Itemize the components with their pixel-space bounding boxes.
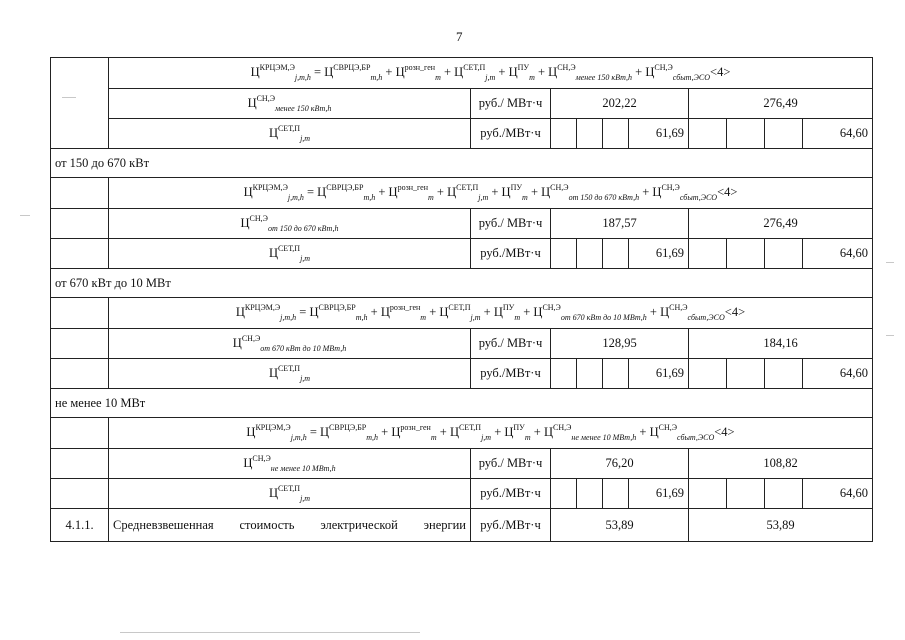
component-symbol-text xyxy=(243,455,335,473)
plus-sign: + xyxy=(480,305,494,319)
symbol-subscript: m xyxy=(529,73,535,82)
empty-cell xyxy=(603,359,629,389)
formula xyxy=(109,58,873,89)
tariff-symbol: Ц xyxy=(232,335,242,350)
formula-row xyxy=(51,418,873,449)
formula-term xyxy=(502,184,528,202)
symbol-subscript: m,h xyxy=(366,433,379,442)
symbol-subscript: не менее 10 МВт,h xyxy=(571,433,637,442)
tariff-symbol: Ц xyxy=(268,125,278,140)
symbol-superscript: СВРЦЭ,БР xyxy=(318,303,356,312)
symbol-superscript: ПУ xyxy=(510,183,523,192)
plus-sign: + xyxy=(436,425,450,439)
symbol-subscript: менее 150 кВт,h xyxy=(575,73,633,82)
formula-term xyxy=(504,424,530,442)
component-symbol xyxy=(109,449,471,479)
formula-term xyxy=(650,424,715,442)
value-row xyxy=(51,119,873,149)
formula-lhs xyxy=(236,304,296,322)
symbol-subscript: m xyxy=(514,313,521,322)
symbol-superscript: СН,Э xyxy=(658,423,678,432)
symbol-superscript: розн_ген xyxy=(397,183,429,192)
row-description: Средневзвешенная стоимость электрической энергии xyxy=(109,509,471,542)
row-number-cell xyxy=(51,58,109,149)
formula-row xyxy=(51,298,873,329)
value-period-1: 61,69 xyxy=(629,239,689,269)
component-symbol-text xyxy=(269,485,310,503)
footnote-ref: <4> xyxy=(710,65,731,79)
symbol-superscript: ПУ xyxy=(513,423,525,432)
symbol-subscript: j,m xyxy=(485,73,496,82)
component-symbol-text xyxy=(241,215,339,233)
formula-term xyxy=(533,304,646,322)
symbol-superscript: СЕТ,П xyxy=(277,123,301,133)
formula-lhs xyxy=(244,184,304,202)
symbol-subscript: j,m xyxy=(300,253,311,263)
component-symbol xyxy=(109,239,471,269)
empty-cell xyxy=(551,239,577,269)
equals-sign: = xyxy=(310,65,325,79)
symbol-subscript: от 150 до 670 кВт,h xyxy=(267,223,339,233)
value-row xyxy=(51,479,873,509)
tariff-symbol: Ц xyxy=(660,305,670,319)
symbol-subscript: от 670 кВт до 10 МВт,h xyxy=(260,343,347,353)
formula-term xyxy=(548,64,632,82)
empty-cell xyxy=(689,479,727,509)
symbol-subscript: j,m xyxy=(300,373,311,383)
section-title: от 150 до 670 кВт xyxy=(51,149,873,178)
tariff-symbol: Ц xyxy=(309,305,319,319)
formula-term xyxy=(381,304,426,322)
scan-mark xyxy=(886,262,894,263)
tariff-symbol: Ц xyxy=(439,305,449,319)
symbol-subscript: j,m,h xyxy=(290,433,307,442)
symbol-superscript: СН,Э xyxy=(550,183,569,192)
tariff-symbol: Ц xyxy=(250,65,260,79)
formula-term xyxy=(652,184,717,202)
plus-sign: + xyxy=(440,65,455,79)
formula-term xyxy=(509,64,535,82)
empty-cell xyxy=(603,119,629,149)
symbol-subscript: не менее 10 МВт,h xyxy=(270,463,336,473)
tariff-symbol: Ц xyxy=(380,305,390,319)
tariff-symbol: Ц xyxy=(324,65,334,79)
tariff-symbol: Ц xyxy=(541,185,551,199)
symbol-subscript: сбыт,ЭСО xyxy=(687,313,725,322)
tariff-symbol: Ц xyxy=(268,485,278,500)
symbol-subscript: j,m,h xyxy=(294,73,311,82)
tariff-symbol: Ц xyxy=(246,425,256,439)
symbol-subscript: j,m,h xyxy=(287,193,304,202)
symbol-superscript: розн_ген xyxy=(400,423,431,432)
component-symbol xyxy=(109,119,471,149)
value-row xyxy=(51,239,873,269)
left-cell xyxy=(51,239,109,269)
empty-cell xyxy=(689,359,727,389)
tariff-symbol: Ц xyxy=(493,305,503,319)
symbol-superscript: СН,Э xyxy=(669,303,688,312)
value-period-2: 64,60 xyxy=(803,359,873,389)
formula-term xyxy=(544,424,636,442)
symbol-superscript: СН,Э xyxy=(557,63,576,72)
tariff-symbol: Ц xyxy=(317,185,327,199)
plus-sign: + xyxy=(426,305,440,319)
symbol-superscript: розн_ген xyxy=(404,63,436,72)
tariff-symbol: Ц xyxy=(508,65,518,79)
empty-cell xyxy=(727,479,765,509)
equals-sign: = xyxy=(303,185,318,199)
left-cell xyxy=(51,449,109,479)
tariff-symbol: Ц xyxy=(391,425,401,439)
plus-sign: + xyxy=(495,65,509,79)
symbol-subscript: m,h xyxy=(355,313,368,322)
symbol-subscript: сбыт,ЭСО xyxy=(679,193,718,202)
unit-cell: руб./ МВт·ч xyxy=(471,449,551,479)
symbol-superscript: СН,Э xyxy=(542,303,561,312)
component-symbol-text xyxy=(248,95,332,113)
value-period-1: 76,20 xyxy=(551,449,689,479)
plus-sign: + xyxy=(367,305,381,319)
symbol-superscript: СН,Э xyxy=(552,423,572,432)
formula-term xyxy=(317,184,375,202)
value-period-1: 53,89 xyxy=(551,509,689,542)
component-symbol-text xyxy=(269,125,310,143)
tariff-symbol: Ц xyxy=(268,245,278,260)
component-symbol-text xyxy=(233,335,346,353)
section-row xyxy=(51,149,873,178)
symbol-subscript: j,m xyxy=(478,193,489,202)
symbol-superscript: СН,Э xyxy=(249,213,268,223)
left-cell xyxy=(51,418,109,449)
left-cell xyxy=(51,479,109,509)
formula xyxy=(109,418,873,449)
tariff-symbol: Ц xyxy=(235,305,245,319)
empty-cell xyxy=(577,479,603,509)
symbol-superscript: СЕТ,П xyxy=(463,63,486,72)
value-period-2: 276,49 xyxy=(689,209,873,239)
component-symbol xyxy=(109,329,471,359)
symbol-subscript: m,h xyxy=(363,193,376,202)
symbol-subscript: j,m xyxy=(300,133,311,143)
empty-cell xyxy=(765,119,803,149)
symbol-subscript: m,h xyxy=(370,73,383,82)
unit-cell: руб./МВт·ч xyxy=(471,119,551,149)
plus-sign: + xyxy=(646,305,661,319)
tariff-symbol: Ц xyxy=(388,185,398,199)
tariff-symbol: Ц xyxy=(243,185,253,199)
value-period-2: 64,60 xyxy=(803,239,873,269)
value-period-2: 184,16 xyxy=(689,329,873,359)
tariff-table xyxy=(50,57,873,542)
tariff-symbol: Ц xyxy=(320,425,330,439)
formula-term xyxy=(447,184,488,202)
final-row xyxy=(51,509,873,542)
tariff-symbol: Ц xyxy=(501,185,511,199)
symbol-subscript: m xyxy=(428,193,434,202)
symbol-superscript: СН,Э xyxy=(654,63,673,72)
left-cell xyxy=(51,359,109,389)
scan-mark xyxy=(120,632,420,633)
symbol-superscript: ПУ xyxy=(517,63,530,72)
value-period-2: 53,89 xyxy=(689,509,873,542)
unit-cell: руб./МВт·ч xyxy=(471,359,551,389)
left-cell xyxy=(51,298,109,329)
empty-cell xyxy=(603,239,629,269)
symbol-superscript: ПУ xyxy=(502,303,515,312)
symbol-superscript: СЕТ,П xyxy=(448,303,471,312)
empty-cell xyxy=(765,359,803,389)
formula-term xyxy=(439,304,480,322)
component-symbol-text xyxy=(269,245,310,263)
formula-lhs xyxy=(251,64,311,82)
value-row xyxy=(51,209,873,239)
scan-mark xyxy=(62,97,76,98)
footnote-ref: <4> xyxy=(717,185,738,199)
formula-term xyxy=(541,184,639,202)
symbol-subscript: j,m xyxy=(300,493,311,503)
formula-row xyxy=(51,58,873,89)
symbol-superscript: СВРЦЭ,БР xyxy=(329,423,367,432)
symbol-subscript: j,m,h xyxy=(280,313,297,322)
tariff-symbol: Ц xyxy=(454,65,464,79)
empty-cell xyxy=(689,239,727,269)
formula-term xyxy=(324,64,382,82)
component-symbol xyxy=(109,479,471,509)
plus-sign: + xyxy=(636,425,650,439)
formula-term xyxy=(454,64,495,82)
plus-sign: + xyxy=(534,65,549,79)
formula-term xyxy=(645,64,710,82)
unit-cell: руб./ МВт·ч xyxy=(471,209,551,239)
formula-term xyxy=(450,424,491,442)
value-period-1: 61,69 xyxy=(629,479,689,509)
value-row xyxy=(51,449,873,479)
equals-sign: = xyxy=(296,305,310,319)
value-period-2: 64,60 xyxy=(803,479,873,509)
formula-term xyxy=(389,184,434,202)
symbol-superscript: СЕТ,П xyxy=(277,243,301,253)
symbol-superscript: СН,Э xyxy=(241,333,261,343)
plus-sign: + xyxy=(491,425,505,439)
section-title: не менее 10 МВт xyxy=(51,389,873,418)
tariff-symbol: Ц xyxy=(243,455,253,470)
formula-term xyxy=(391,424,436,442)
symbol-superscript: КРЦЭМ,Э xyxy=(259,63,295,72)
tariff-symbol: Ц xyxy=(548,65,558,79)
empty-cell xyxy=(727,359,765,389)
symbol-subscript: m xyxy=(522,193,528,202)
symbol-subscript: j,m xyxy=(481,433,492,442)
empty-cell xyxy=(577,119,603,149)
unit-cell: руб./ МВт·ч xyxy=(471,89,551,119)
value-period-1: 61,69 xyxy=(629,359,689,389)
footnote-ref: <4> xyxy=(724,305,746,319)
formula-term xyxy=(320,424,378,442)
symbol-superscript: СЕТ,П xyxy=(456,183,479,192)
empty-cell xyxy=(551,119,577,149)
value-period-1: 187,57 xyxy=(551,209,689,239)
formula-lhs xyxy=(246,424,306,442)
unit-cell: руб./МВт·ч xyxy=(471,479,551,509)
symbol-superscript: СЕТ,П xyxy=(458,423,482,432)
formula xyxy=(109,178,873,209)
left-cell xyxy=(51,209,109,239)
value-period-1: 128,95 xyxy=(551,329,689,359)
scan-mark xyxy=(886,335,894,336)
page-number: 7 xyxy=(456,29,463,44)
formula-term xyxy=(494,304,520,322)
empty-cell xyxy=(727,239,765,269)
value-period-1: 202,22 xyxy=(551,89,689,119)
equals-sign: = xyxy=(306,425,320,439)
component-symbol xyxy=(109,209,471,239)
symbol-superscript: розн_ген xyxy=(389,303,421,312)
symbol-subscript: менее 150 кВт,h xyxy=(275,103,332,113)
unit-cell: руб./МВт·ч xyxy=(471,509,551,542)
symbol-superscript: СН,Э xyxy=(252,453,271,463)
symbol-superscript: СЕТ,П xyxy=(277,483,301,493)
formula-row xyxy=(51,178,873,209)
tariff-symbol: Ц xyxy=(504,425,514,439)
value-period-2: 108,82 xyxy=(689,449,873,479)
tariff-symbol: Ц xyxy=(247,95,257,110)
plus-sign: + xyxy=(488,185,502,199)
plus-sign: + xyxy=(639,185,653,199)
formula-term xyxy=(660,304,725,322)
symbol-subscript: сбыт,ЭСО xyxy=(672,73,711,82)
empty-cell xyxy=(551,359,577,389)
left-cell xyxy=(51,178,109,209)
symbol-superscript: СЕТ,П xyxy=(277,363,301,373)
symbol-superscript: СН,Э xyxy=(256,93,275,103)
tariff-symbol: Ц xyxy=(268,365,278,380)
tariff-symbol: Ц xyxy=(543,425,553,439)
scan-mark xyxy=(20,215,30,216)
plus-sign: + xyxy=(375,185,389,199)
symbol-subscript: m xyxy=(420,313,427,322)
symbol-subscript: от 670 кВт до 10 МВт,h xyxy=(560,313,647,322)
empty-cell xyxy=(577,239,603,269)
tariff-symbol: Ц xyxy=(395,65,405,79)
plus-sign: + xyxy=(520,305,534,319)
value-period-1: 61,69 xyxy=(629,119,689,149)
empty-cell xyxy=(765,479,803,509)
tariff-symbol: Ц xyxy=(649,425,659,439)
formula-term xyxy=(309,304,367,322)
plus-sign: + xyxy=(632,65,646,79)
section-title: от 670 кВт до 10 МВт xyxy=(51,269,873,298)
value-row xyxy=(51,329,873,359)
tariff-symbol: Ц xyxy=(652,185,662,199)
footnote-ref: <4> xyxy=(714,425,735,439)
symbol-subscript: m xyxy=(430,433,437,442)
component-symbol xyxy=(109,359,471,389)
tariff-symbol: Ц xyxy=(645,65,655,79)
empty-cell xyxy=(603,479,629,509)
symbol-subscript: m xyxy=(435,73,441,82)
symbol-superscript: КРЦЭМ,Э xyxy=(255,423,291,432)
tariff-symbol: Ц xyxy=(447,185,457,199)
component-symbol-text xyxy=(269,365,310,383)
symbol-superscript: СВРЦЭ,БР xyxy=(326,183,364,192)
empty-cell xyxy=(727,119,765,149)
unit-cell: руб./МВт·ч xyxy=(471,239,551,269)
empty-cell xyxy=(577,359,603,389)
symbol-superscript: СН,Э xyxy=(661,183,680,192)
component-symbol xyxy=(109,89,471,119)
value-row xyxy=(51,359,873,389)
symbol-superscript: КРЦЭМ,Э xyxy=(244,303,281,312)
symbol-subscript: j,m xyxy=(470,313,481,322)
table-body xyxy=(51,58,873,542)
symbol-subscript: сбыт,ЭСО xyxy=(677,433,715,442)
tariff-symbol: Ц xyxy=(533,305,543,319)
section-row xyxy=(51,269,873,298)
plus-sign: + xyxy=(527,185,542,199)
formula-term xyxy=(396,64,441,82)
value-row xyxy=(51,89,873,119)
plus-sign: + xyxy=(530,425,544,439)
symbol-superscript: КРЦЭМ,Э xyxy=(252,183,288,192)
left-cell xyxy=(51,329,109,359)
symbol-subscript: m xyxy=(524,433,531,442)
unit-cell: руб./ МВт·ч xyxy=(471,329,551,359)
value-period-2: 276,49 xyxy=(689,89,873,119)
symbol-superscript: СВРЦЭ,БР xyxy=(333,63,371,72)
plus-sign: + xyxy=(433,185,448,199)
value-period-2: 64,60 xyxy=(803,119,873,149)
tariff-symbol: Ц xyxy=(240,215,250,230)
symbol-subscript: от 150 до 670 кВт,h xyxy=(568,193,640,202)
tariff-symbol: Ц xyxy=(449,425,459,439)
section-row xyxy=(51,389,873,418)
plus-sign: + xyxy=(378,425,392,439)
empty-cell xyxy=(551,479,577,509)
row-number: 4.1.1. xyxy=(51,509,109,542)
plus-sign: + xyxy=(382,65,396,79)
formula xyxy=(109,298,873,329)
empty-cell xyxy=(765,239,803,269)
empty-cell xyxy=(689,119,727,149)
